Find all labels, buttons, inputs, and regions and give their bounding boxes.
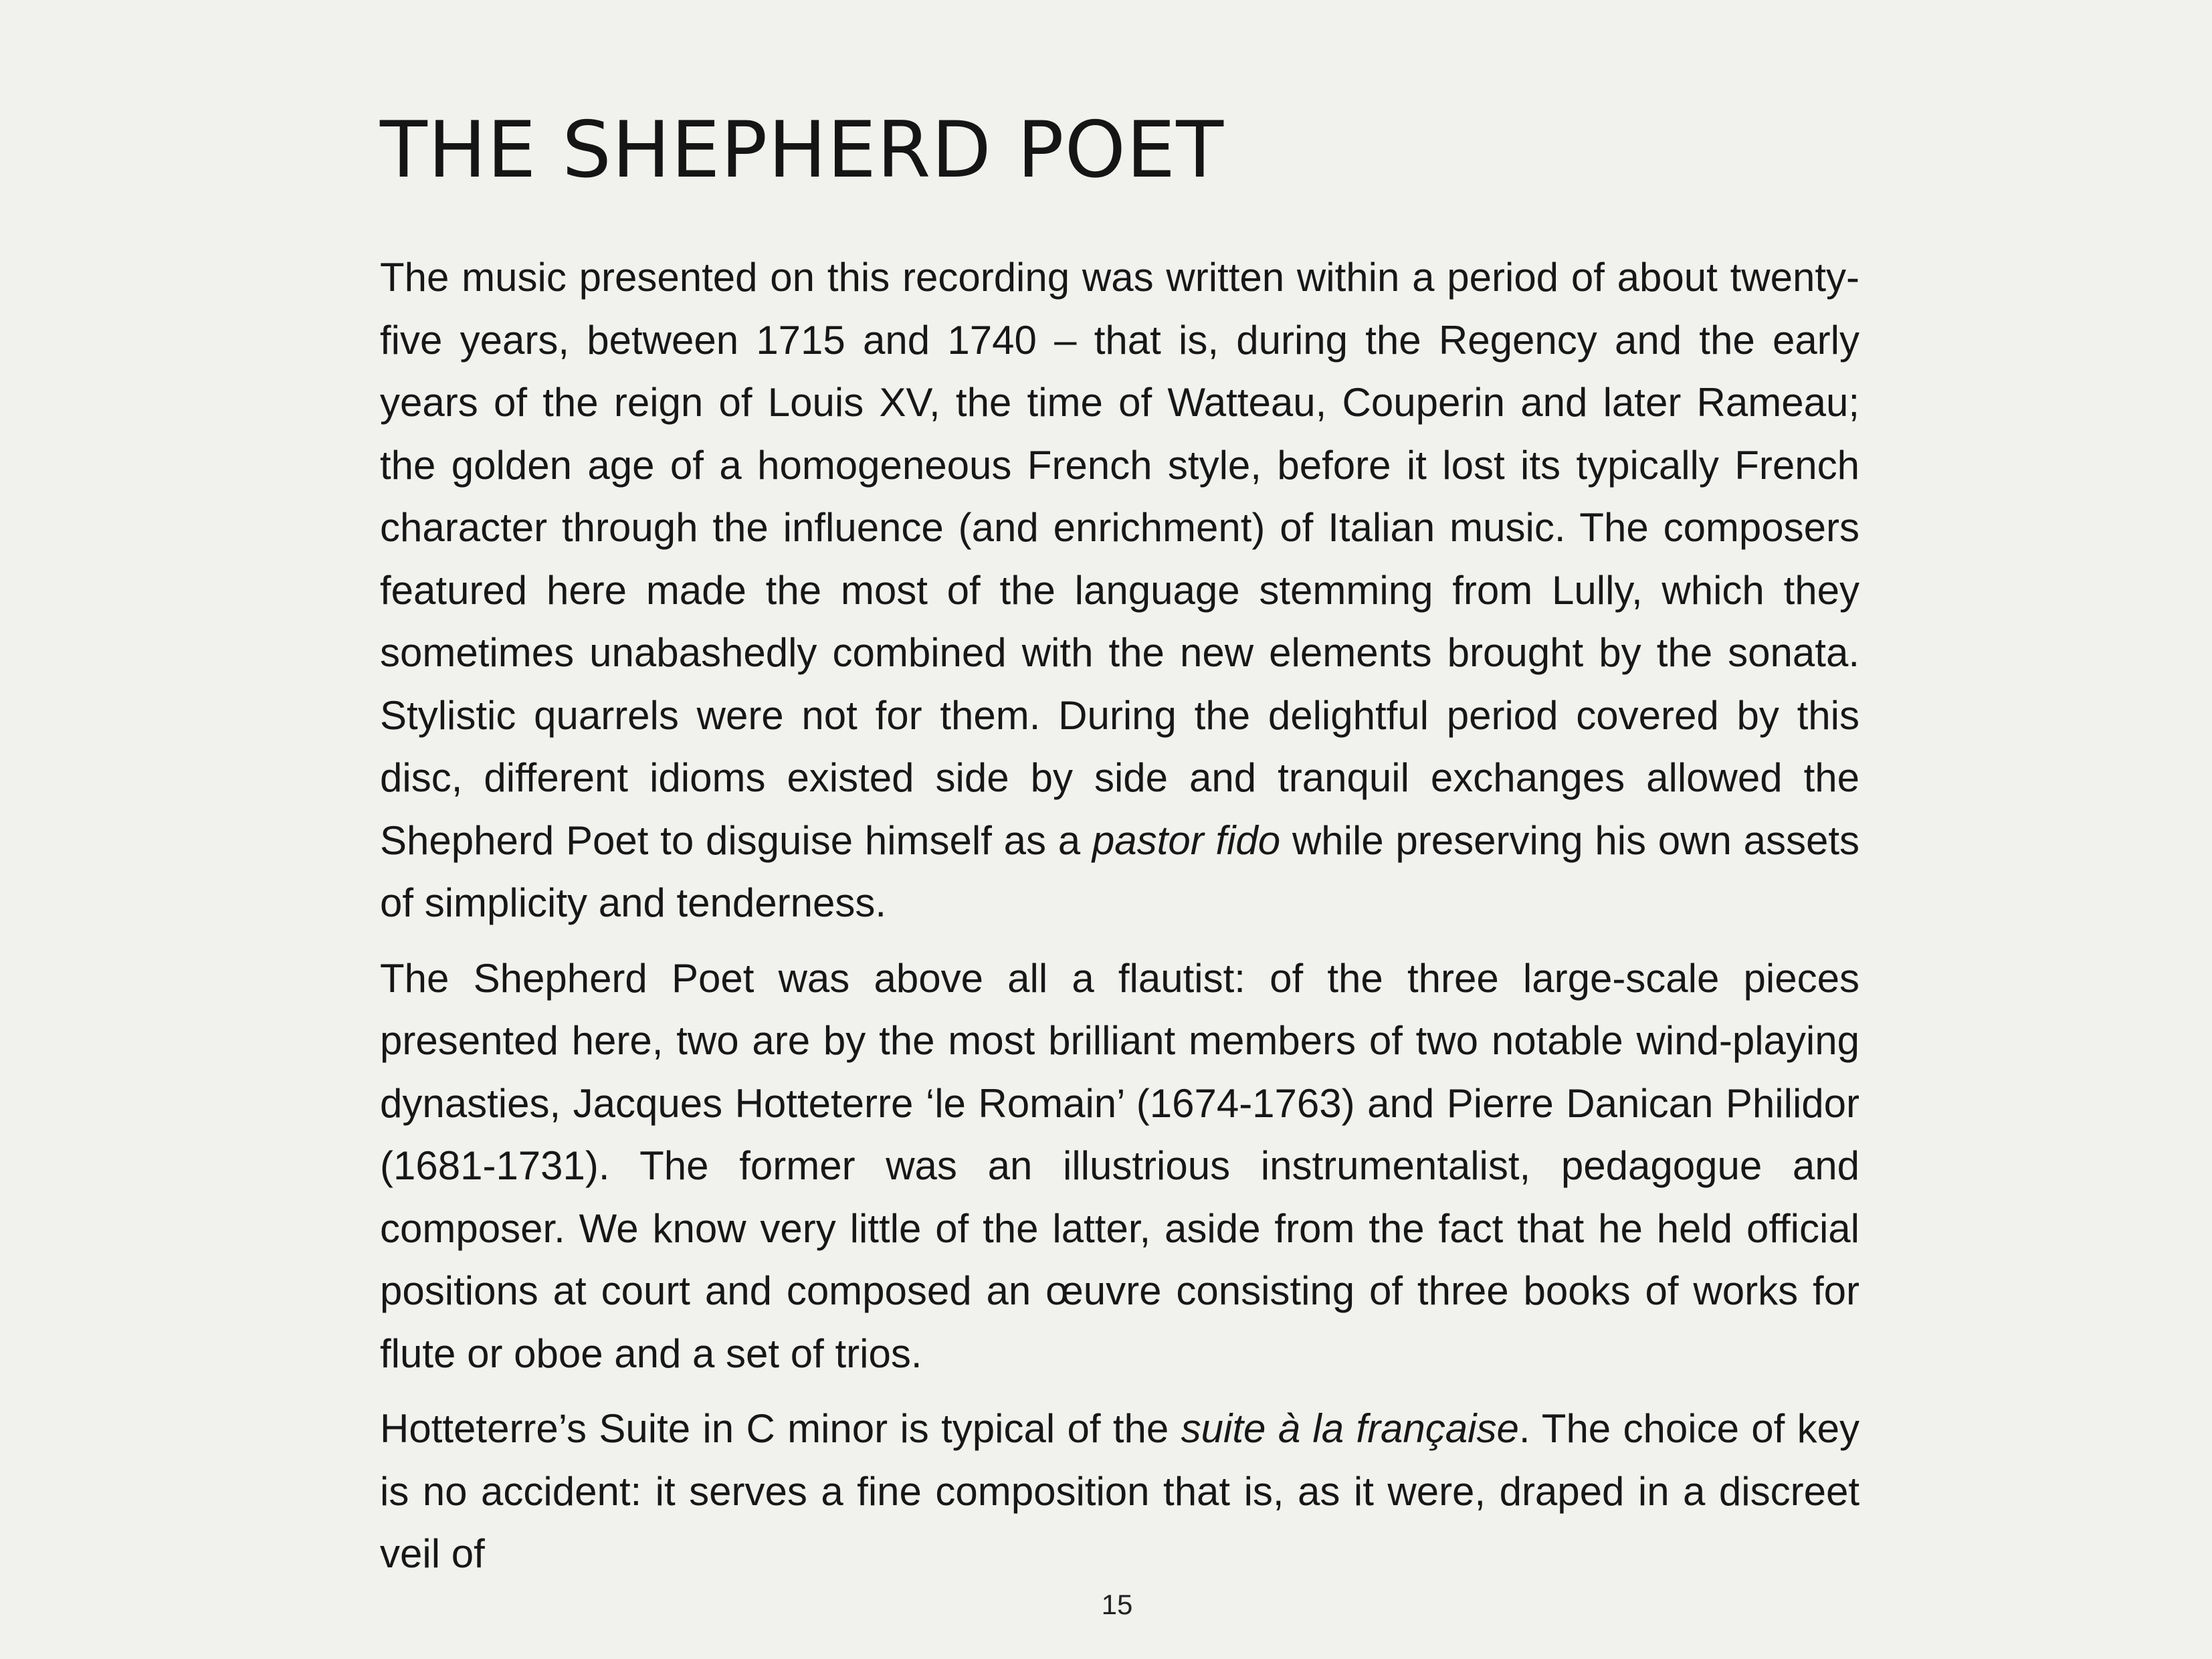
article-body <box>380 246 1859 1585</box>
paragraph-2-text: The Shepherd Poet was above all a flautist: of the three large-scale pieces presented here, two are by the most brilliant members of two notable wind-playing dynasties, Jacques Hotteterre ‘le Romain’ (1674-1763) and Pierre Danican Philidor (1681-1731). The former was an illustrious instrumentalist, pedagogue and composer. We know very little of the latter, aside from the fact that he held official positions at court and composed an œuvre consisting of three books of works for flute or oboe and a set of trios. <box>380 955 1859 1376</box>
paragraph-1-text-end: while preserving his own assets of simplicity and tenderness. <box>380 817 1860 925</box>
paragraph-3-italic-phrase: suite à la française <box>1181 1406 1519 1451</box>
article-content <box>380 107 1859 1598</box>
paragraph-2 <box>380 947 1859 1385</box>
paragraph-3 <box>380 1397 1859 1585</box>
paragraph-1 <box>380 246 1859 935</box>
paragraph-1-text-start: The music presented on this recording was written within a period of about twenty-five years, between 1715 and 1740 – that is, during the Regency and the early years of the reign of Louis XV, the time of Watteau, Couperin and later Rameau; the golden age of a homogeneous French style, before it lost its typically French character through the influence (and enrichment) of Italian music. The composers featured here made the most of the language stemming from Lully, which they sometimes unabashedly combined with the new elements brought by the sonata. Stylistic quarrels were not for them. During the delightful period covered by this disc, different idioms existed side by side and tranquil exchanges allowed the Shepherd Poet to disguise himself as a <box>380 255 1859 863</box>
page-title: THE SHEPHERD POET <box>380 105 1225 195</box>
page-number: 15 <box>1101 1589 1133 1620</box>
paragraph-1-italic-phrase: pastor fido <box>1092 817 1281 863</box>
paragraph-3-text-end: . The choice of key is no accident: it serves a fine composition that is, as it were, draped in a discreet veil of <box>380 1406 1859 1576</box>
paragraph-3-text-start: Hotteterre’s Suite in C minor is typical of the <box>380 1406 1181 1451</box>
